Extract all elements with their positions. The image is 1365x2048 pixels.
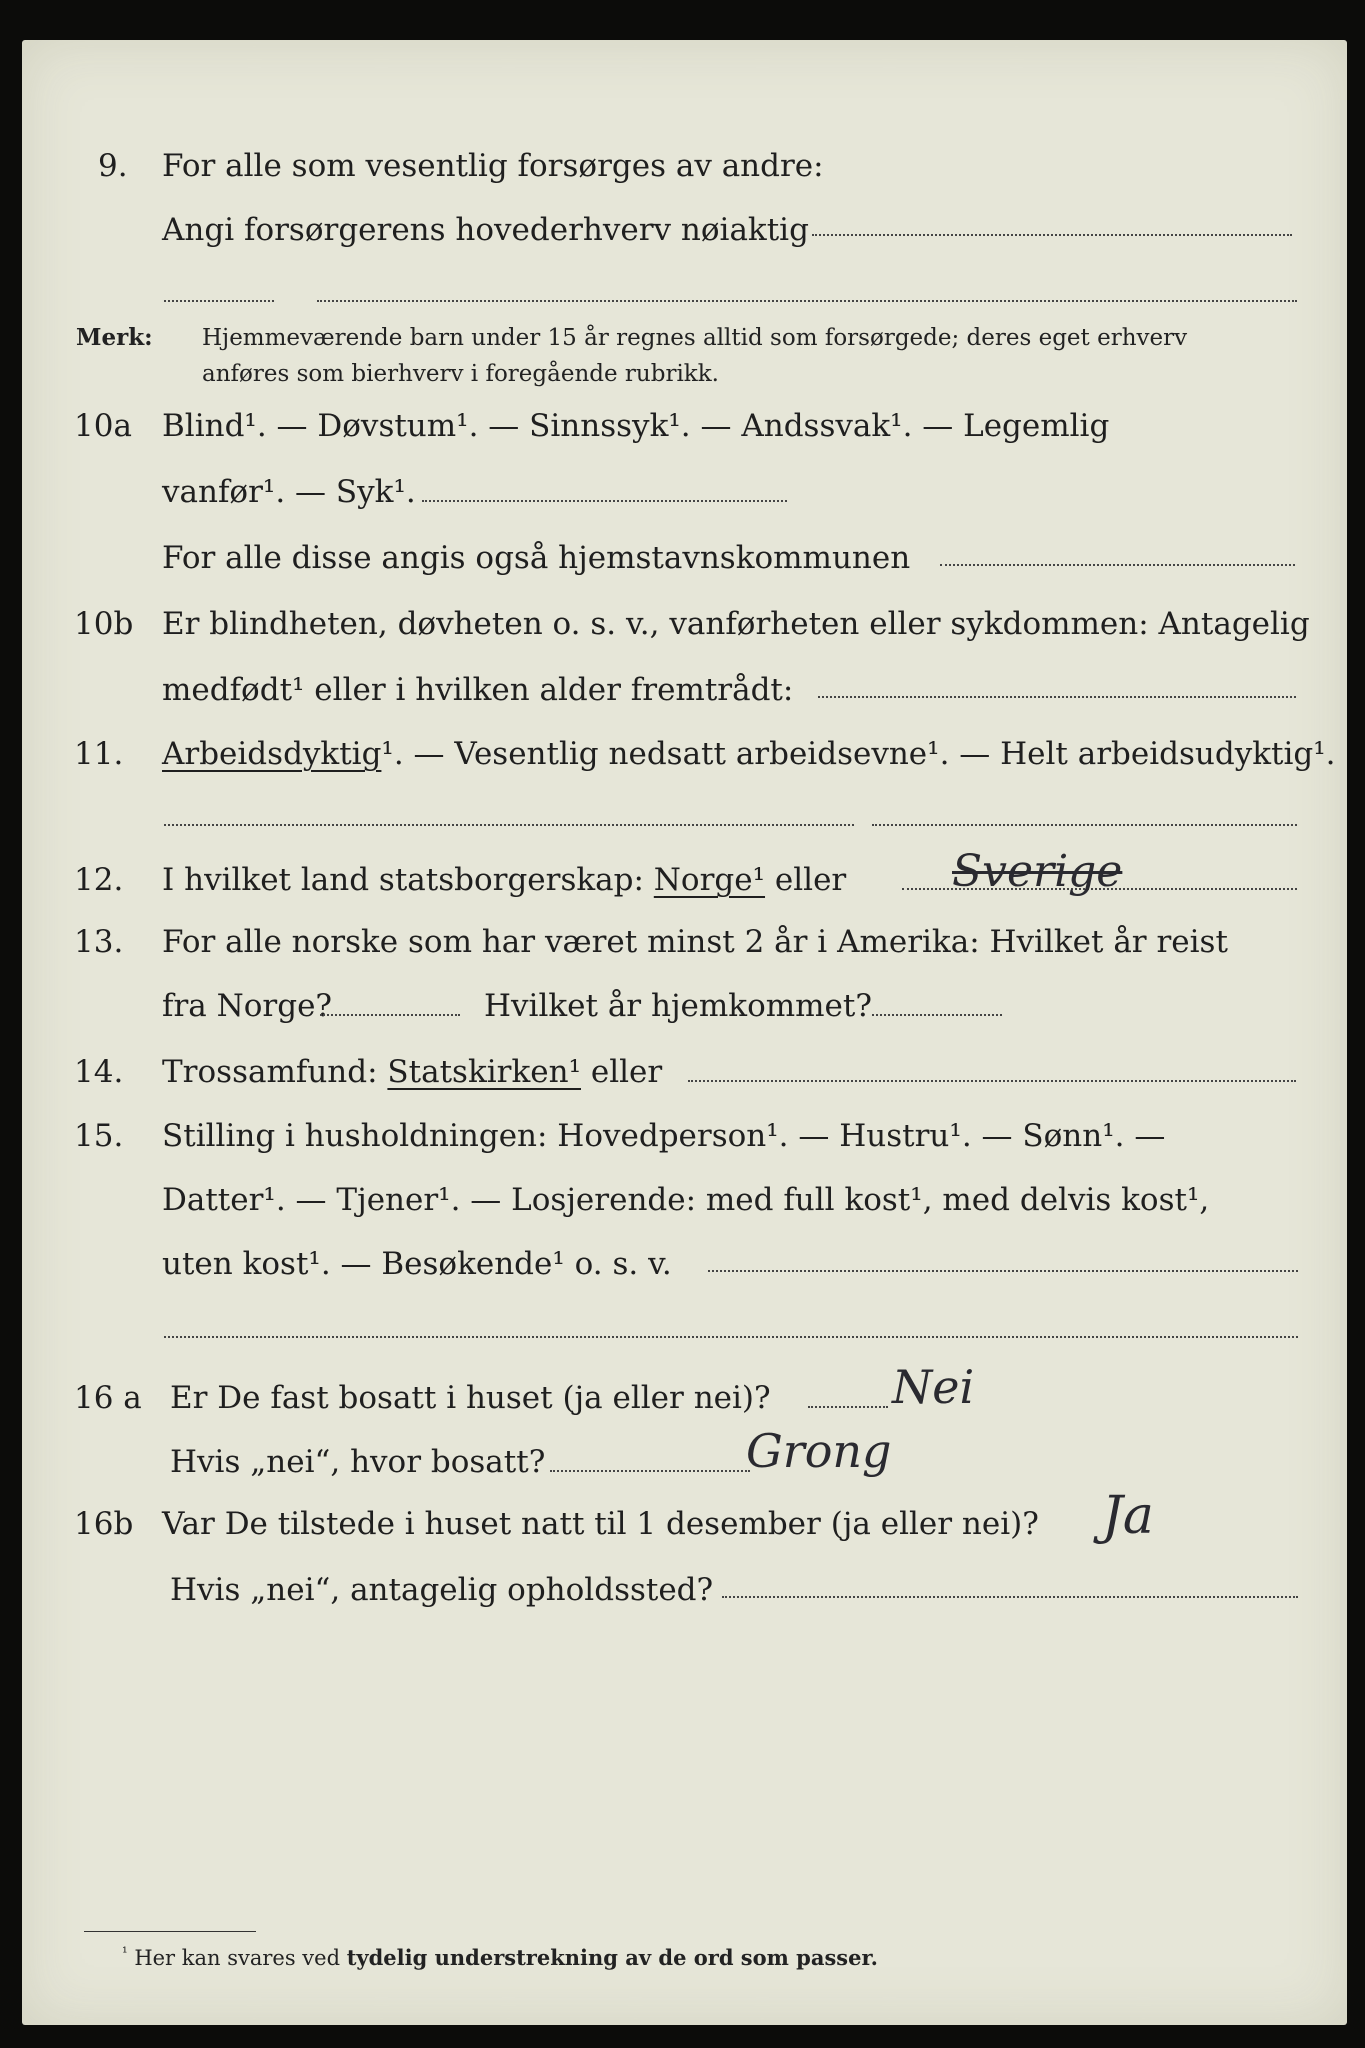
q10b-line1: Er blindheten, døvheten o. s. v., vanførheten eller sykdommen: Antagelig	[162, 606, 1310, 642]
answer-line-q9[interactable]	[812, 234, 1292, 236]
question-number-13: 13.	[74, 924, 124, 960]
question-number-9: 9.	[98, 148, 128, 184]
q11-rest: ¹. — Vesentlig nedsatt arbeidsevne¹. — Helt arbeidsudyktig¹.	[381, 736, 1336, 772]
q11-line	[162, 734, 1336, 774]
q13-line2a: fra Norge?	[162, 988, 333, 1024]
question-number-14: 14.	[74, 1054, 124, 1090]
q11-option-arbeidsdyktig[interactable]: Arbeidsdyktig	[162, 736, 382, 772]
q16b-line2: Hvis „nei“, antagelig opholdssted?	[170, 1572, 714, 1608]
question-number-15: 15.	[74, 1118, 124, 1154]
footnote-rule	[84, 1931, 256, 1932]
answer-line-q16a[interactable]	[808, 1406, 888, 1408]
q9-line1: For alle som vesentlig forsørges av andre:	[162, 148, 824, 184]
answer-line-q10a-syk[interactable]	[422, 500, 787, 502]
handwritten-answer-ja: Ja	[1102, 1486, 1154, 1546]
q16b-line1: Var De tilstede i huset natt til 1 desember (ja eller nei)?	[162, 1506, 1039, 1542]
answer-line-q13-hjemkommet[interactable]	[872, 1014, 1002, 1016]
answer-line-q10a-hjemstavn[interactable]	[940, 564, 1295, 566]
footnote-mark: ¹	[122, 1945, 128, 1961]
answer-line-q15[interactable]	[708, 1270, 1298, 1272]
answer-line-q16b[interactable]	[722, 1596, 1298, 1598]
answer-line-q11b[interactable]	[872, 824, 1297, 826]
answer-line-q13-reist[interactable]	[320, 1014, 460, 1016]
merk-line2: anføres som bierhverv i foregående rubrikk.	[202, 361, 719, 387]
footnote	[122, 1945, 878, 1970]
handwritten-answer-grong: Grong	[746, 1424, 892, 1478]
q14-suffix: eller	[590, 1054, 663, 1090]
answer-line-q11a[interactable]	[164, 824, 854, 826]
answer-line-q16a-bosatt[interactable]	[550, 1470, 750, 1472]
question-number-10a: 10a	[74, 408, 132, 444]
q10a-line3: For alle disse angis også hjemstavnskommunen	[162, 540, 911, 576]
answer-line-q15b[interactable]	[164, 1336, 1298, 1338]
q9-line2: Angi forsørgerens hovederhverv nøiaktig	[162, 212, 809, 248]
q14-prefix: Trossamfund:	[162, 1054, 378, 1090]
q15-line3: uten kost¹. — Besøkende¹ o. s. v.	[162, 1246, 672, 1282]
q12-option-norge[interactable]: Norge¹	[653, 862, 766, 898]
q15-line1: Stilling i husholdningen: Hovedperson¹. — Hustru¹. — Sønn¹. —	[162, 1118, 1166, 1154]
q14-option-statskirken[interactable]: Statskirken¹	[387, 1054, 581, 1090]
handwritten-answer-nei: Nei	[892, 1360, 975, 1414]
answer-line-q9c[interactable]	[317, 300, 1297, 302]
handwritten-country-crossed: Sverige	[952, 846, 1123, 897]
question-number-11: 11.	[74, 736, 124, 772]
q12-prefix: I hvilket land statsborgerskap:	[162, 862, 644, 898]
q16a-line2: Hvis „nei“, hvor bosatt?	[170, 1444, 546, 1480]
question-number-10b: 10b	[74, 606, 134, 642]
q13-line1: For alle norske som har været minst 2 år i Amerika: Hvilket år reist	[162, 924, 1228, 960]
question-number-16a: 16 a	[74, 1380, 142, 1416]
q10a-line1: Blind¹. — Døvstum¹. — Sinnssyk¹. — Andssvak¹. — Legemlig	[162, 408, 1110, 444]
q16a-line1: Er De fast bosatt i huset (ja eller nei)?	[170, 1380, 771, 1416]
question-number-12: 12.	[74, 862, 124, 898]
footnote-text-b: tydelig understrekning av de ord som passer.	[346, 1945, 878, 1970]
census-form-page	[22, 40, 1347, 2025]
q10a-line2: vanfør¹. — Syk¹.	[162, 474, 416, 510]
answer-line-q14[interactable]	[688, 1080, 1296, 1082]
answer-line-q9b[interactable]	[164, 300, 274, 302]
q10b-line2: medfødt¹ eller i hvilken alder fremtrådt:	[162, 672, 794, 708]
q12-line	[162, 860, 846, 900]
merk-line1: Hjemmeværende barn under 15 år regnes alltid som forsørgede; deres eget erhverv	[202, 325, 1188, 351]
q14-line	[162, 1052, 662, 1092]
question-number-16b: 16b	[74, 1506, 134, 1542]
footnote-text-a: Her kan svares ved	[134, 1946, 341, 1970]
q13-line2b: Hvilket år hjemkommet?	[484, 988, 872, 1024]
answer-line-q10b[interactable]	[818, 696, 1296, 698]
q15-line2: Datter¹. — Tjener¹. — Losjerende: med full kost¹, med delvis kost¹,	[162, 1182, 1210, 1218]
q12-suffix: eller	[774, 862, 847, 898]
merk-label: Merk:	[76, 324, 153, 351]
